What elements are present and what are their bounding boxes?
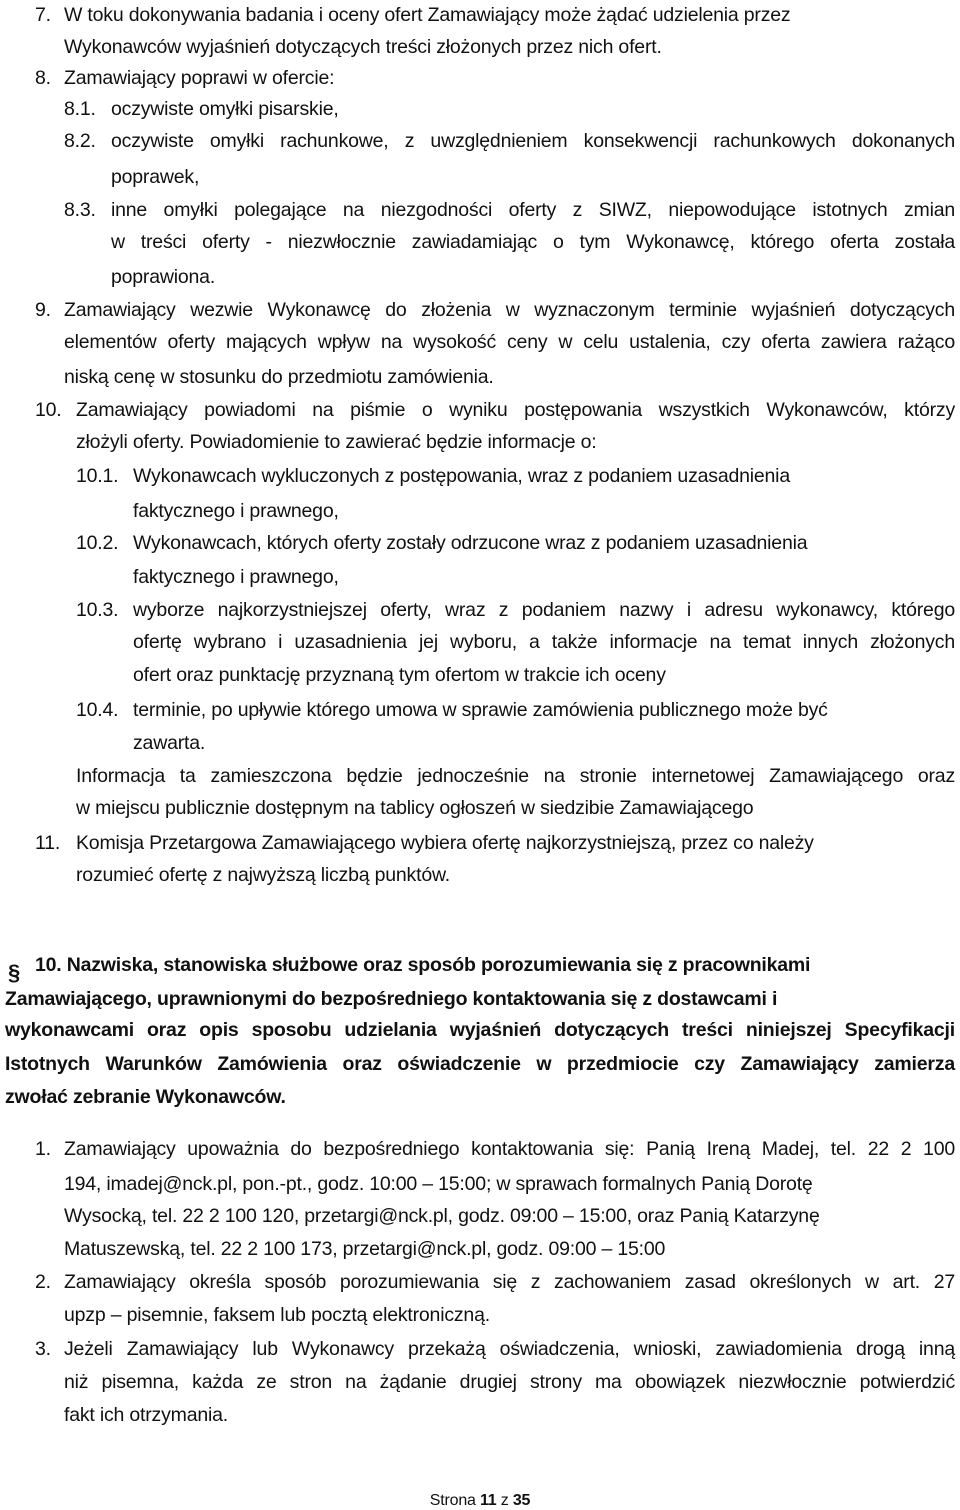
paragraph-line: rozumieć ofertę z najwyższą liczbą punktów. <box>76 864 450 886</box>
footer-separator: z <box>500 1492 509 1509</box>
paragraph-line: Wykonawcach wykluczonych z postępowania, wraz z podaniem uzasadnienia <box>133 465 790 487</box>
paragraph-line: złożyli oferty. Powiadomienie to zawierać będzie informacje o: <box>76 431 597 453</box>
paragraph-line: Zamawiający poprawi w ofercie: <box>64 67 335 89</box>
paragraph-line: Wysocką, tel. 22 2 100 120, przetargi@nck.pl, godz. 09:00 – 15:00, oraz Panią Katarzynę <box>64 1205 820 1227</box>
current-page-number: 11 <box>479 1492 497 1509</box>
item-number: 2. <box>35 1271 51 1293</box>
item-number: 1. <box>35 1138 51 1160</box>
paragraph-line: elementów oferty mających wpływ na wysokość ceny w celu ustalenia, czy oferta zawiera rażąco <box>64 331 955 353</box>
item-number: 7. <box>35 4 51 26</box>
paragraph-line: zawarta. <box>133 732 206 754</box>
section-heading-line: wykonawcami oraz opis sposobu udzielania wyjaśnień dotyczących treści niniejszej Specyfikacji <box>5 1019 955 1041</box>
paragraph-line: oczywiste omyłki pisarskie, <box>111 98 339 120</box>
item-number: 10.3. <box>76 599 119 621</box>
paragraph-line: fakt ich otrzymania. <box>64 1404 228 1426</box>
paragraph-line: Matuszewską, tel. 22 2 100 173, przetargi@nck.pl, godz. 09:00 – 15:00 <box>64 1238 666 1260</box>
paragraph-line: Informacja ta zamieszczona będzie jednocześnie na stronie internetowej Zamawiającego oraz <box>76 765 955 787</box>
item-number: 10.4. <box>76 699 119 721</box>
item-number: 8. <box>35 67 51 89</box>
paragraph-line: Komisja Przetargowa Zamawiającego wybiera ofertę najkorzystniejszą, przez co należy <box>76 832 814 854</box>
item-number: 8.3. <box>64 199 96 221</box>
paragraph-line: W toku dokonywania badania i oceny ofert Zamawiający może żądać udzielenia przez <box>64 4 791 26</box>
paragraph-line: Zamawiający upoważnia do bezpośredniego kontaktowania się: Panią Ireną Madej, tel. 22 2 100 <box>64 1138 955 1160</box>
paragraph-line: upzp – pisemnie, faksem lub pocztą elektroniczną. <box>64 1304 490 1326</box>
section-marker: § <box>8 960 21 985</box>
section-heading-line: 10. Nazwiska, stanowiska służbowe oraz sposób porozumiewania się z pracownikami <box>35 954 811 976</box>
paragraph-line: oczywiste omyłki rachunkowe, z uwzględnieniem konsekwencji rachunkowych dokonanych <box>111 130 955 152</box>
item-number: 8.2. <box>64 130 96 152</box>
paragraph-line: Zamawiający powiadomi na piśmie o wyniku postępowania wszystkich Wykonawców, którzy <box>76 399 955 421</box>
paragraph-line: niską cenę w stosunku do przedmiotu zamówienia. <box>64 366 494 388</box>
paragraph-line: niż pisemna, każda ze stron na żądanie drugiej strony ma obowiązek niezwłocznie potwierdzić <box>64 1371 955 1393</box>
item-number: 9. <box>35 299 51 321</box>
paragraph-line: Wykonawców wyjaśnień dotyczących treści złożonych przez nich ofert. <box>64 36 662 58</box>
paragraph-line: ofertę wybrano i uzasadnienia jej wyboru, a także informacje na temat innych złożonych <box>133 631 955 653</box>
item-number: 10. <box>35 399 62 421</box>
item-number: 11. <box>35 832 61 854</box>
paragraph-line: Jeżeli Zamawiający lub Wykonawcy przekażą oświadczenia, wnioski, zawiadomienia drogą inną <box>64 1338 955 1360</box>
section-heading-line: zwołać zebranie Wykonawców. <box>5 1086 286 1108</box>
paragraph-line: w miejscu publicznie dostępnym na tablicy ogłoszeń w siedzibie Zamawiającego <box>76 797 754 819</box>
item-number: 8.1. <box>64 98 96 120</box>
paragraph-line: ofert oraz punktację przyznaną tym ofertom w trakcie ich oceny <box>133 664 666 686</box>
paragraph-line: Zamawiający wezwie Wykonawcę do złożenia w wyznaczonym terminie wyjaśnień dotyczących <box>64 299 955 321</box>
paragraph-line: terminie, po upływie którego umowa w sprawie zamówienia publicznego może być <box>133 699 828 721</box>
item-number: 3. <box>35 1338 51 1360</box>
paragraph-line: faktycznego i prawnego, <box>133 566 339 588</box>
paragraph-line: wyborze najkorzystniejszej oferty, wraz z podaniem nazwy i adresu wykonawcy, którego <box>133 599 955 621</box>
section-heading-line: Zamawiającego, uprawnionymi do bezpośredniego kontaktowania się z dostawcami i <box>5 988 778 1010</box>
page-footer <box>0 1492 960 1510</box>
paragraph-line: w treści oferty - niezwłocznie zawiadamiając o tym Wykonawcę, którego oferta została <box>111 231 955 253</box>
paragraph-line: faktycznego i prawnego, <box>133 500 339 522</box>
paragraph-line: 194, imadej@nck.pl, pon.-pt., godz. 10:00 – 15:00; w sprawach formalnych Panią Dorotę <box>64 1173 813 1195</box>
paragraph-line: Wykonawcach, których oferty zostały odrzucone wraz z podaniem uzasadnienia <box>133 532 808 554</box>
footer-prefix: Strona <box>429 1492 476 1509</box>
paragraph-line: poprawiona. <box>111 266 216 288</box>
item-number: 10.2. <box>76 532 119 554</box>
paragraph-line: Zamawiający określa sposób porozumiewania się z zachowaniem zasad określonych w art. 27 <box>64 1271 955 1293</box>
section-heading-line: Istotnych Warunków Zamówienia oraz oświadczenie w przedmiocie czy Zamawiający zamierza <box>5 1053 955 1075</box>
paragraph-line: inne omyłki polegające na niezgodności oferty z SIWZ, niepowodujące istotnych zmian <box>111 199 955 221</box>
total-pages: 35 <box>512 1492 531 1509</box>
paragraph-line: poprawek, <box>111 166 200 188</box>
item-number: 10.1. <box>76 465 119 487</box>
